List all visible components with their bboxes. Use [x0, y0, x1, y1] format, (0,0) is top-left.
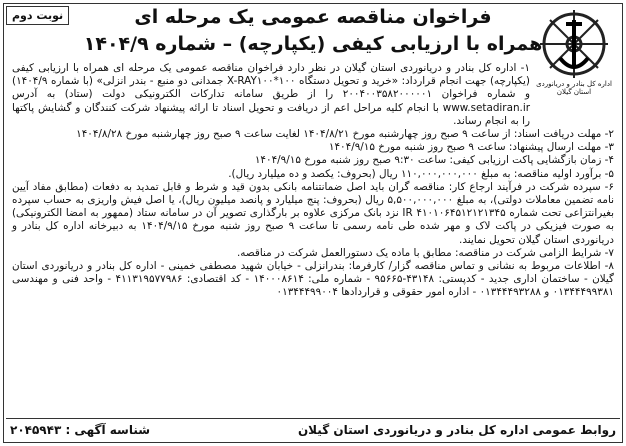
- paragraph-1: ۱- اداره کل بنادر و دریانوردی استان گیلان در نظر دارد فراخوان مناقصه عمومی یک مرحله ای همراه با ارزیابی کیفی (یکپارچه) جهت انجام قرارداد: «خرید و تحویل دستگاه X-RAY۱۰۰*۱۰۰ جمدانی دو منبع - بندر انزلی» (با شماره ۱۴۰۴/۹) و شماره فراخوان ۲۰۰۴۰۰۳۵۸۲۰۰۰۰۰۱ را از طریق سامانه تدارکات الکترونیکی دولت (ستاد) به آدرس www.setadiran.ir با انجام کلیه مراحل اعم از دریافت و تحویل اسناد تا ارائه پیشنهاد شرکت کنندگان و گشایش پاکتها را به انجام رساند.: [12, 62, 530, 127]
- publisher-name: روابط عمومی اداره کل بنادر و دریانوردی استان گیلان: [297, 423, 616, 437]
- paragraph-3: ۳- مهلت ارسال پیشنهاد: ساعت ۹ صبح روز شنبه مورخ ۱۴۰۴/۹/۱۵: [328, 141, 614, 154]
- paragraph-8: ۸- اطلاعات مربوط به نشانی و تماس مناقصه گزار/ کارفرما: بندرانزلی - خیابان شهید مصطفی خمینی - اداره کل بنادر و دریانوردی استان گیلان - ساختمان اداری جدید - کدپستی: ۴۳۱۴۸-۹۵۶۶۵ - شماره ملی: ۱۴۰۰۰۸۶۱۴ - کد اقتصادی: ۴۱۱۳۱۹۵۷۷۹۸۶ - واحد فنی و مهندسی ۰۱۳۴۴۴۹۹۳۸۱ و ۰۱۳۴۴۴۹۳۲۸۸ - اداره امور حقوقی و قراردادها ۰۱۳۴۴۴۹۹۰۰۴: [12, 260, 615, 299]
- paragraph-5: ۵- برآورد اولیه مناقصه: به مبلغ ۱۱۰,۰۰۰,۰۰۰,۰۰۰ ریال (بحروف: یکصد و ده میلیارد ریال).: [228, 167, 614, 180]
- paragraph-4: ۴- زمان بازگشایی پاکت ارزیابی کیفی: ساعت ۹:۳۰ صبح روز شنبه مورخ ۱۴۰۴/۹/۱۵: [254, 154, 614, 167]
- paragraph-7: ۷- شرایط الزامی شرکت در مناقصه: مطابق با ماده یک دستورالعمل شرکت در مناقصه.: [236, 246, 614, 259]
- round-badge: نوبت دوم: [6, 6, 69, 25]
- ad-body: [12, 62, 615, 300]
- logo-caption: اداره کل بنادر و دریانوردی استان گیلان: [536, 80, 612, 96]
- page-subtitle: همراه با ارزیابی کیفی (یکپارچه) – شماره ۱۴۰۴/۹: [83, 33, 543, 55]
- page-title: فراخوان مناقصه عمومی یک مرحله ای: [134, 6, 492, 28]
- paragraph-6: ۶- سپرده شرکت در فرآیند ارجاع کار: مناقصه گران باید اصل ضمانتنامه بانکی بدون قید و شرط و قابل تمدید به دفعات (مطابق مفاد آیین نامه تضمین معاملات دولتی)، به مبلغ ۵,۵۰۰,۰۰۰,۰۰۰ ریال (بحروف: پنج میلیارد و پانصد میلیون ریال)، یا اصل فیش واریزی به حساب سپرده بغیرانتزاعی تحت شماره ۴۱۰۱۰۶۴۵۱۲۱۲۱۳۴۵ IR نزد بانک مرکزی علاوه بر بارگذاری تصویر آن در سامانه ستاد (ممهور به امضا الکترونیکی) به صورت فیزیکی در پاکت لاک و مهر شده طی نامه رسمی تا ساعت ۹ صبح روز شنبه مورخ ۱۴۰۴/۹/۱۵ به دبیرخانه اداره کل بنادر و دریانوردی استان گیلان تحویل نمایند.: [12, 180, 615, 246]
- ad-id: شناسه آگهی : ۲۰۴۵۹۴۳: [10, 423, 151, 437]
- paragraph-2: ۲- مهلت دریافت اسناد: از ساعت ۹ صبح روز چهارشنبه مورخ ۱۴۰۴/۸/۲۱ لغایت ساعت ۹ صبح روز چهارشنبه مورخ ۱۴۰۴/۸/۲۸: [76, 128, 614, 141]
- ad-footer: [6, 418, 620, 441]
